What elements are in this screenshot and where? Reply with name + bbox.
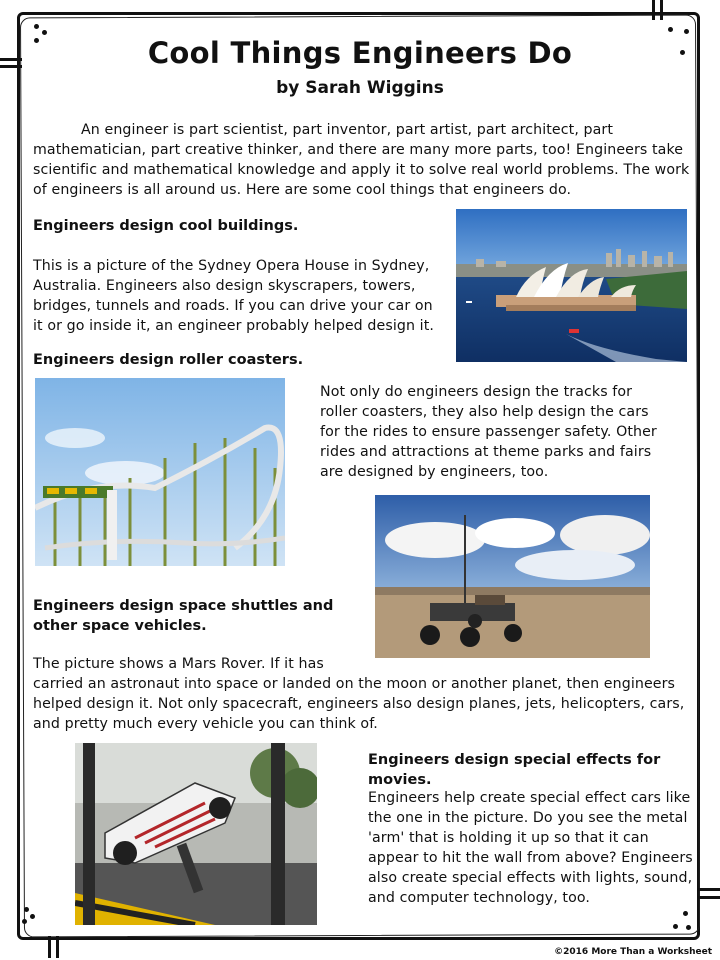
paragraph-buildings: This is a picture of the Sydney Opera House in Sydney, Australia. Engineers also design skyscrapers, towers, bridges, tunnels and roads. If you can drive your car on it or go inside it, an engineer probably helped design it. xyxy=(33,258,434,334)
paragraph-space-start: The picture shows a Mars Rover. If it has xyxy=(33,656,324,672)
heading-special-effects: Engineers design special effects for movies. xyxy=(368,752,661,788)
paragraph-special-effects: Engineers help create special effect cars like the one in the picture. Do you see the metal 'arm' that is holding it up so that it can appear to hit the wall from above? Engineers also create special effects with lights, sound, and computer technology, too. xyxy=(368,790,693,906)
roller-coaster-photo xyxy=(35,378,285,566)
heading-buildings: Engineers design cool buildings. xyxy=(33,218,299,234)
mars-rover-photo xyxy=(375,495,650,658)
intro-paragraph: An engineer is part scientist, part inventor, part artist, part architect, part mathematician, part creative thinker, and there are many more parts, too! Engineers take scientific and mathematical knowledge and apply it to solve real world problems. The work of engineers is all around us. Here are some cool things that engineers do. xyxy=(33,122,690,198)
paragraph-space-rest: carried an astronaut into space or landed on the moon or another planet, then engineers helped design it. Not only spacecraft, engineers also design planes, jets, helicopters, cars, and pretty much every vehicle you can think of. xyxy=(33,676,685,732)
page-title: Cool Things Engineers Do xyxy=(147,36,573,70)
special-effects-car-photo xyxy=(75,743,317,925)
paragraph-roller-coasters: Not only do engineers design the tracks for roller coasters, they also help design the cars for the rides to ensure passenger safety. Other rides and attractions at theme parks and fairs are designed by engineers, too. xyxy=(320,384,657,480)
heading-roller-coasters: Engineers design roller coasters. xyxy=(33,352,304,368)
author-byline: by Sarah Wiggins xyxy=(276,78,444,98)
heading-space-vehicles: Engineers design space shuttles and other space vehicles. xyxy=(33,598,334,634)
sydney-opera-house-photo xyxy=(456,209,687,362)
copyright-footer: ©2016 More Than a Worksheet xyxy=(554,947,712,957)
